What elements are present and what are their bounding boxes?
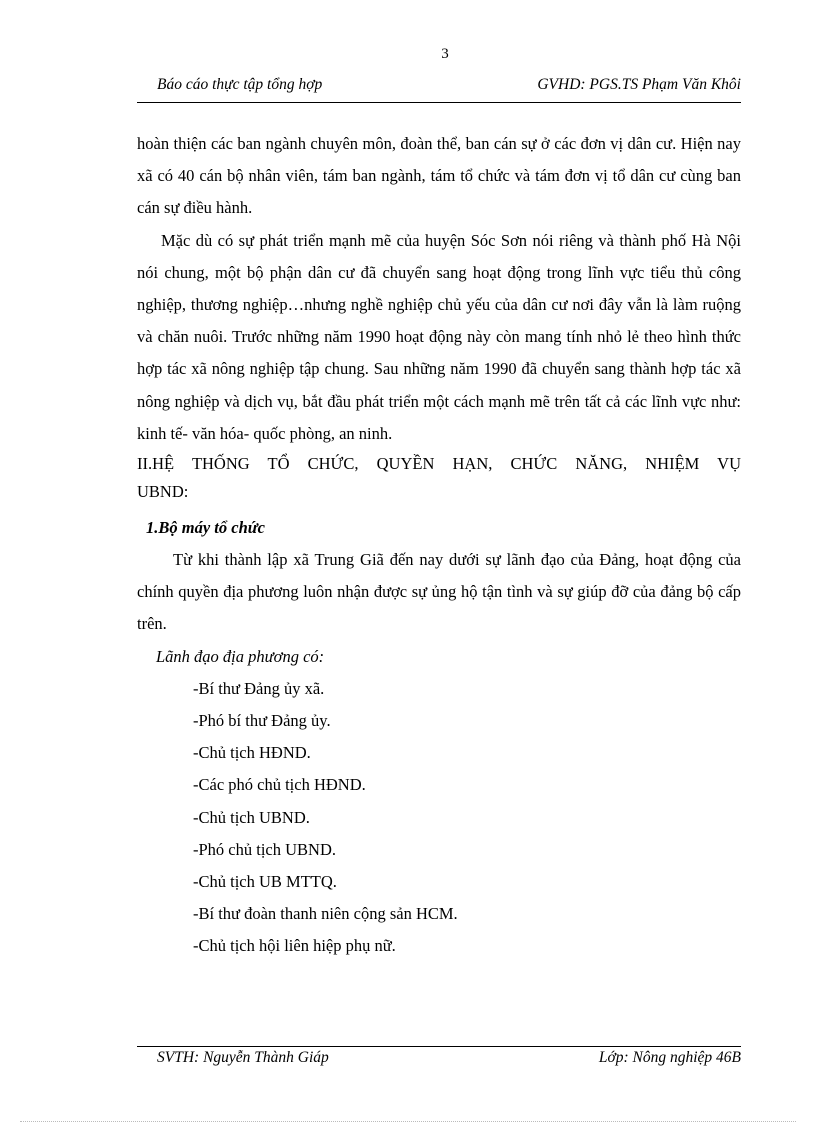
footer-class: Lớp: Nông nghiệp 46B — [598, 1049, 741, 1066]
list-item: -Bí thư Đảng ủy xã. — [193, 678, 325, 698]
section-heading-continued: UBND: — [137, 482, 189, 502]
list-item: -Chủ tịch HĐND. — [193, 743, 311, 763]
paragraph-1: hoàn thiện các ban ngành chuyên môn, đoàn thể, ban cán sự ở các đơn vị dân cư. Hiện nay xã có 40 cán bộ nhân viên, tám ban ngành, tám tổ chức và tám đơn vị tổ dân cư cùng ban cán sự điều hành. — [137, 134, 741, 218]
section-heading: II.HỆ THỐNG TỔ CHỨC, QUYỀN HẠN, CHỨC NĂNG, NHIỆM VỤ — [137, 454, 741, 474]
page-number: 3 — [441, 46, 449, 62]
leaders-intro: Lãnh đạo địa phương có: — [156, 646, 325, 666]
subsection-paragraph: Từ khi thành lập xã Trung Giã đến nay dưới sự lãnh đạo của Đảng, hoạt động của chính quyền địa phương luôn nhận được sự ủng hộ tận tình và sự giúp đỡ của đảng bộ cấp trên. — [137, 550, 741, 634]
footer-student: SVTH: Nguyễn Thành Giáp — [157, 1049, 329, 1066]
page-footer — [137, 1046, 741, 1066]
document-body — [137, 128, 741, 963]
list-item: -Phó chủ tịch UBND. — [193, 839, 336, 859]
list-item: -Bí thư đoàn thanh niên cộng sản HCM. — [193, 904, 458, 924]
list-item: -Chủ tịch UB MTTQ. — [193, 872, 337, 892]
list-item: -Chủ tịch hội liên hiệp phụ nữ. — [193, 936, 396, 956]
header-report-title: Báo cáo thực tập tổng hợp — [157, 76, 323, 93]
header-supervisor: GVHD: PGS.TS Phạm Văn Khôi — [537, 76, 741, 93]
list-item: -Chủ tịch UBND. — [193, 807, 310, 827]
list-item: -Các phó chủ tịch HĐND. — [193, 775, 366, 795]
page-header — [137, 76, 741, 103]
leaders-list — [193, 673, 741, 963]
subsection-heading: 1.Bộ máy tổ chức — [146, 518, 265, 538]
page-edge-divider — [20, 1121, 796, 1122]
list-item: -Phó bí thư Đảng ủy. — [193, 711, 331, 731]
paragraph-2: Mặc dù có sự phát triển mạnh mẽ của huyện Sóc Sơn nói riêng và thành phố Hà Nội nói chung, một bộ phận dân cư đã chuyển sang hoạt động trong lĩnh vực tiểu thủ công nghiệp, thương nghiệp…nhưng nghề nghiệp chủ yếu của dân cư nơi đây vẫn là làm ruộng và chăn nuôi. Trước những năm 1990 hoạt động này còn mang tính nhỏ lẻ theo hình thức hợp tác xã nông nghiệp tập chung. Sau những năm 1990 đã chuyển sang thành hợp tác xã nông nghiệp và dịch vụ, bắt đầu phát triển một cách mạnh mẽ trên tất cả các lĩnh vực như: kinh tế- văn hóa- quốc phòng, an ninh. — [137, 230, 741, 443]
